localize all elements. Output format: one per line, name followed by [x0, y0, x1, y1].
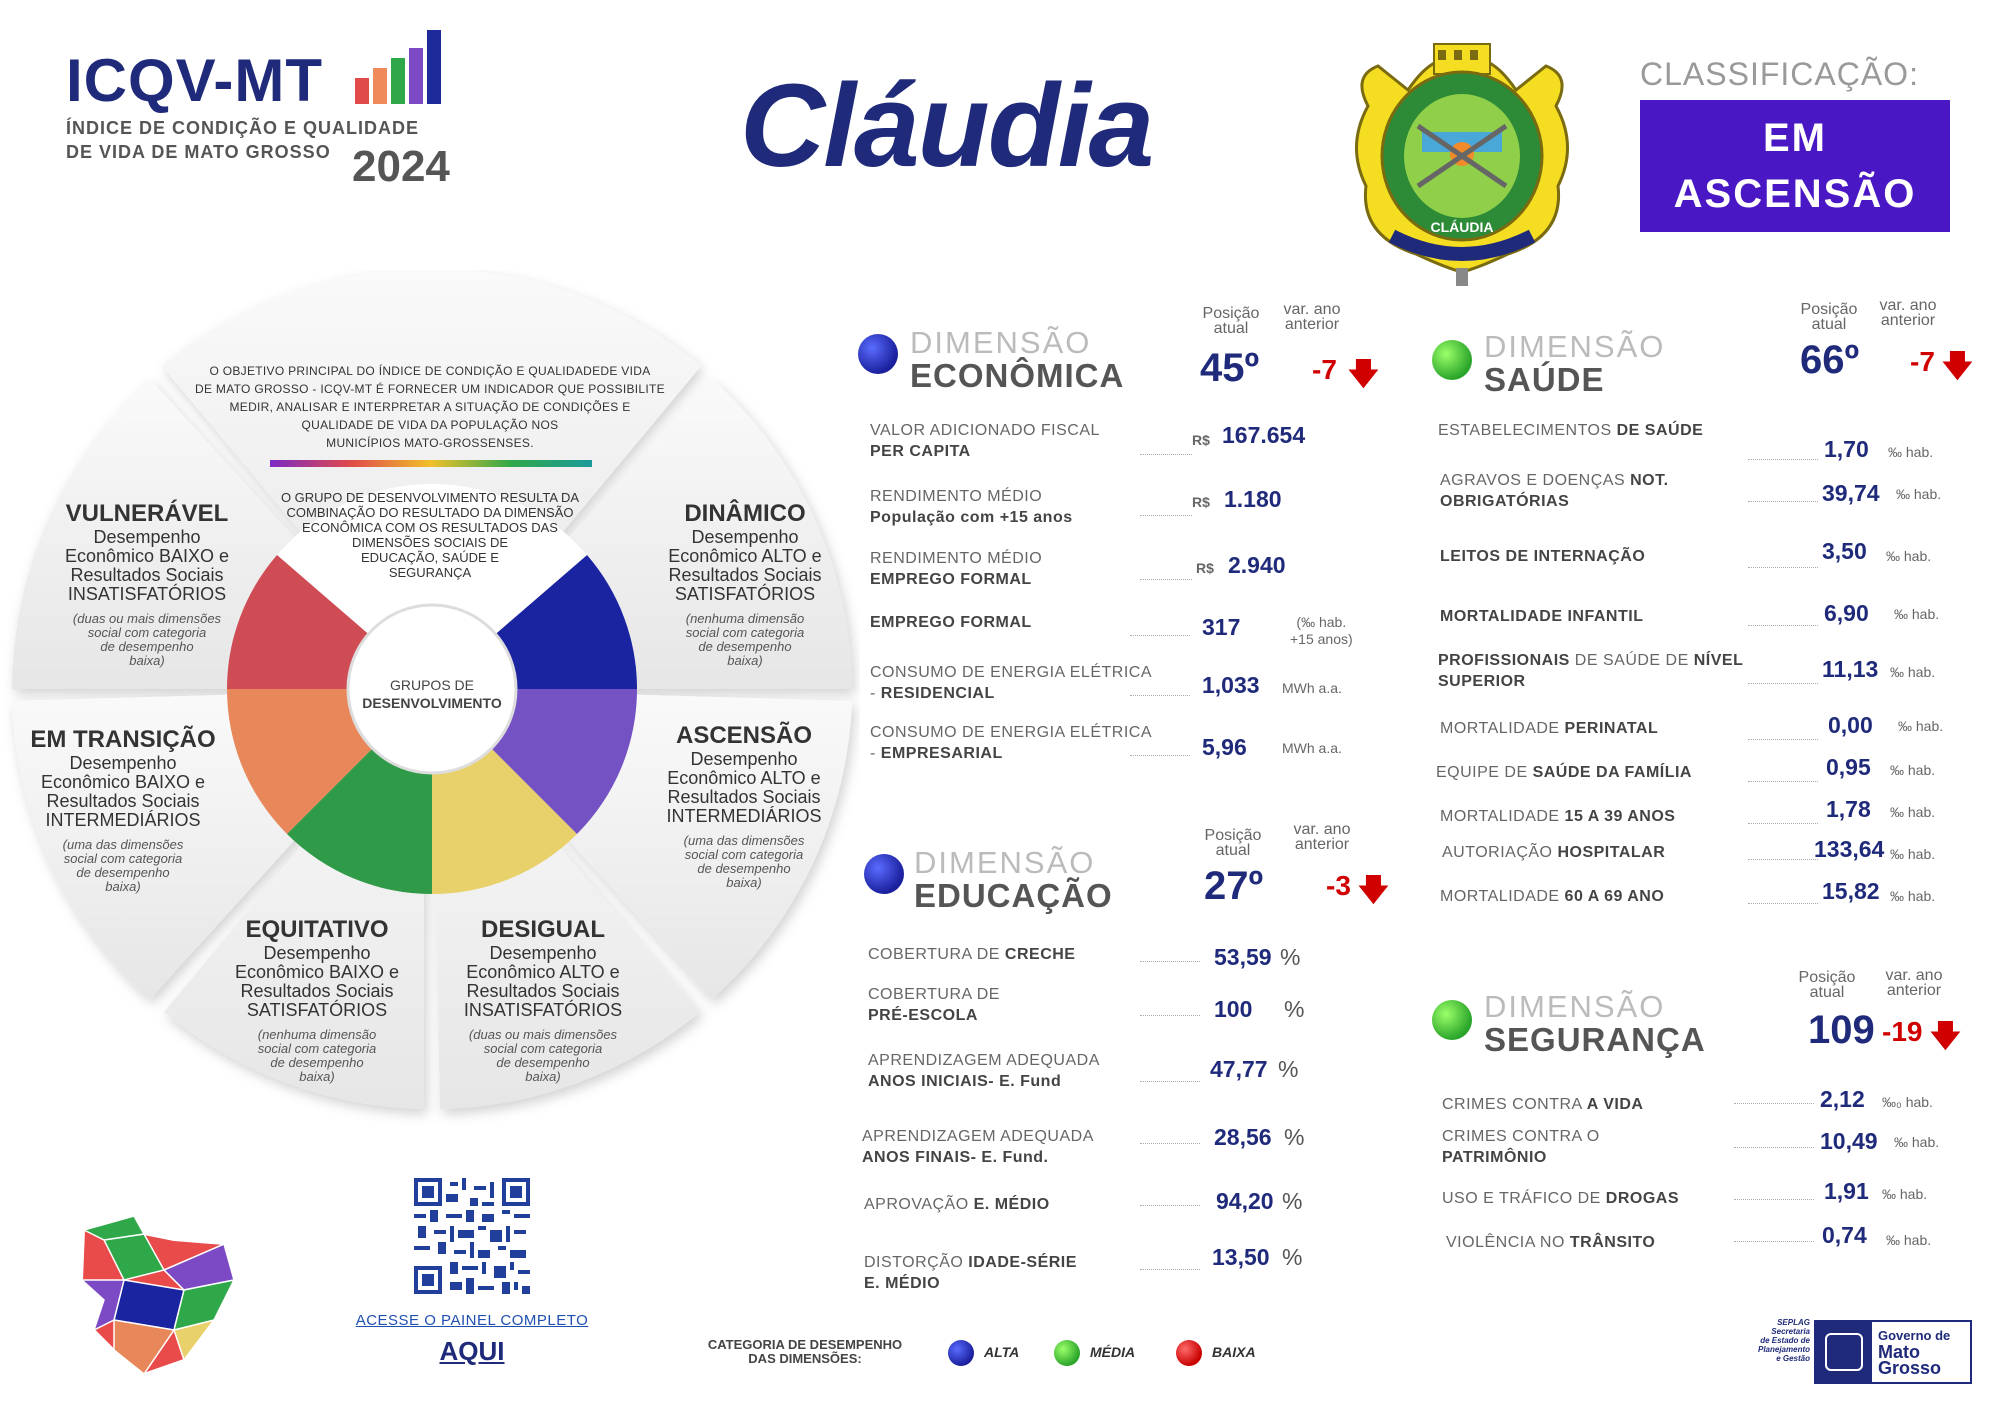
saude-indicator-9: AUTORIAÇÃO HOSPITALAR [1442, 844, 1666, 861]
seguranca-indicator-1: CRIMES CONTRA A VIDA [1442, 1096, 1644, 1113]
governo-mt-logo: Governo de Mato Grosso [1814, 1320, 1972, 1384]
educacao-value-3: 47,77 [1210, 1056, 1268, 1082]
bar-chart-logo-icon [355, 28, 460, 106]
economica-title: DIMENSÃO ECONÔMICA [910, 325, 1125, 394]
economica-value-4: 317 [1202, 614, 1241, 640]
economica-variation: -7 [1312, 354, 1337, 385]
seguranca-variation-header: var. ano anterior [1885, 967, 1943, 999]
objective-text: O OBJETIVO PRINCIPAL DO ÍNDICE DE CONDIÇÃO E QUALIDADEDE VIDA DE MATO GROSSO - ICQV-MT É FORNECER UM INDICADOR QUE POSSIBILITE MEDIR, ANALISAR E INTERPRETAR A SITUAÇÃO DE CONDIÇÕES E QUALIDADE DE VIDA DA POPULAÇÃO NOS MUNICÍPIOS MATO-GROSSENSES. [195, 364, 665, 450]
seguranca-indicator-2: CRIMES CONTRA O PATRIMÔNIO [1442, 1128, 1600, 1166]
seguranca-variation: -19 [1882, 1016, 1923, 1047]
down-arrow-icon: 🡇 [1930, 1020, 1961, 1053]
svg-text:CLÁUDIA: CLÁUDIA [1430, 219, 1494, 235]
educacao-variation: -3 [1326, 870, 1351, 901]
saude-indicator-1: ESTABELECIMENTOS DE SAÚDE [1438, 422, 1704, 439]
group-explanation: O GRUPO DE DESENVOLVIMENTO RESULTA DA COMBINAÇÃO DO RESULTADO DA DIMENSÃO ECONÔMICA COM OS RESULTADOS DAS DIMENSÕES SOCIAIS DE EDUCAÇÃO, SAÚDE E SEGURANÇA [280, 490, 580, 580]
logo-title: ICQV-MT [66, 47, 323, 114]
down-arrow-icon: 🡇 [1942, 350, 1973, 383]
saude-indicator-2: AGRAVOS E DOENÇAS NOT. OBRIGATÓRIAS [1440, 472, 1669, 510]
saude-value-8: 1,78 [1826, 796, 1871, 822]
economica-variation-header: var. ano anterior [1283, 301, 1341, 333]
mato-grosso-map-icon [74, 1210, 244, 1380]
seguranca-title: DIMENSÃO SEGURANÇA [1484, 989, 1706, 1058]
classification-badge: EM ASCENSÃO [1640, 100, 1950, 232]
economica-position-header: Posição atual [1202, 305, 1260, 337]
wheel-center-label: GRUPOS DE DESENVOLVIMENTO [362, 677, 502, 711]
economica-value-1: 167.654 [1222, 422, 1306, 448]
saude-category-dot [1432, 340, 1472, 380]
saude-indicator-8: MORTALIDADE 15 A 39 ANOS [1440, 808, 1676, 825]
educacao-value-5: 94,20 [1216, 1188, 1274, 1214]
economica-indicator-3: RENDIMENTO MÉDIO EMPREGO FORMAL [870, 550, 1043, 588]
city-name: Cláudia [740, 60, 1153, 192]
saude-value-4: 6,90 [1824, 600, 1869, 626]
educacao-indicator-3: APRENDIZAGEM ADEQUADA ANOS INICIAIS- E. Fund [868, 1052, 1100, 1090]
saude-value-5: 11,13 [1822, 656, 1879, 682]
legend-media-dot [1054, 1340, 1080, 1366]
seguranca-value-4: 0,74 [1822, 1222, 1867, 1248]
down-arrow-icon: 🡇 [1358, 874, 1389, 907]
seguranca-indicator-3: USO E TRÁFICO DE DROGAS [1442, 1190, 1680, 1207]
classification-label: CLASSIFICAÇÃO: [1640, 56, 1919, 92]
saude-indicator-3: LEITOS DE INTERNAÇÃO [1440, 548, 1646, 565]
educacao-value-4: 28,56 [1214, 1124, 1272, 1150]
economica-value-2: 1.180 [1224, 486, 1282, 512]
legend-alta-dot [948, 1340, 974, 1366]
segment-dinamico: DINÂMICO Desempenho Econômico ALTO e Resultados Sociais SATISFATÓRIOS (nenhuma dimensão social com categoria de desempenho baixa) [668, 500, 822, 668]
saude-value-7: 0,95 [1826, 754, 1871, 780]
saude-position-header: Posição atual [1800, 301, 1858, 333]
educacao-indicator-6: DISTORÇÃO IDADE-SÉRIE E. MÉDIO [864, 1254, 1077, 1292]
educacao-variation-header: var. ano anterior [1293, 821, 1351, 853]
saude-indicator-6: MORTALIDADE PERINATAL [1440, 720, 1659, 737]
saude-title: DIMENSÃO SAÚDE [1484, 329, 1666, 398]
educacao-position-header: Posição atual [1204, 827, 1262, 859]
qr-code-icon[interactable] [414, 1178, 530, 1294]
saude-value-10: 15,82 [1822, 878, 1880, 904]
economica-indicator-4: EMPREGO FORMAL [870, 614, 1032, 631]
legend-media: MÉDIA [1090, 1344, 1136, 1360]
educacao-title: DIMENSÃO EDUCAÇÃO [914, 845, 1113, 914]
economica-category-dot [858, 334, 898, 374]
seguranca-position-header: Posição atual [1798, 969, 1856, 1001]
saude-value-1: 1,70 [1824, 436, 1869, 462]
educacao-indicator-2: COBERTURA DE PRÉ-ESCOLA [868, 986, 1000, 1024]
seguranca-value-2: 10,49 [1820, 1128, 1878, 1154]
economica-value-5: 1,033 [1202, 672, 1260, 698]
educacao-indicator-5: APROVAÇÃO E. MÉDIO [864, 1196, 1050, 1213]
seguranca-position: 109 [1808, 1008, 1875, 1052]
economica-position: 45º [1200, 346, 1260, 390]
logo-subtitle: ÍNDICE DE CONDIÇÃO E QUALIDADE DE VIDA DE MATO GROSSO [66, 118, 420, 162]
legend-title: CATEGORIA DE DESEMPENHO DAS DIMENSÕES: [707, 1337, 903, 1366]
logo-year: 2024 [352, 142, 450, 191]
educacao-value-2: 100 [1214, 996, 1253, 1022]
economica-indicator-2: RENDIMENTO MÉDIO População com +15 anos [870, 488, 1073, 526]
segment-equitativo: EQUITATIVO Desempenho Econômico BAIXO e Resultados Sociais SATISFATÓRIOS (nenhuma dimensão social com categoria de desempenho baixa) [234, 916, 400, 1084]
educacao-indicator-4: APRENDIZAGEM ADEQUADA ANOS FINAIS- E. Fund. [862, 1128, 1094, 1166]
legend-baixa: BAIXA [1212, 1344, 1256, 1360]
municipal-crest-icon [1338, 36, 1586, 288]
saude-value-3: 3,50 [1822, 538, 1867, 564]
economica-indicator-6: CONSUMO DE ENERGIA ELÉTRICA - EMPRESARIAL [870, 724, 1152, 762]
legend-alta: ALTA [984, 1344, 1020, 1360]
economica-indicator-1: VALOR ADICIONADO FISCAL PER CAPITA [870, 422, 1100, 460]
educacao-value-1: 53,59 [1214, 944, 1272, 970]
economica-indicator-5: CONSUMO DE ENERGIA ELÉTRICA - RESIDENCIAL [870, 664, 1152, 702]
saude-value-2: 39,74 [1822, 480, 1880, 506]
educacao-category-dot [864, 854, 904, 894]
educacao-indicator-1: COBERTURA DE CRECHE [868, 946, 1076, 963]
economica-value-6: 5,96 [1202, 734, 1247, 760]
saude-value-6: 0,00 [1828, 712, 1873, 738]
segment-vulneravel: VULNERÁVEL Desempenho Econômico BAIXO e Resultados Sociais INSATISFATÓRIOS (duas ou mais dimensões social com categoria de desempenho baixa) [64, 500, 230, 668]
saude-indicator-5: PROFISSIONAIS DE SAÚDE DE NÍVEL SUPERIOR [1438, 652, 1744, 690]
segment-desigual: DESIGUAL Desempenho Econômico ALTO e Resultados Sociais INSATISFATÓRIOS (duas ou mais dimensões social com categoria de desempenho baixa) [463, 916, 623, 1084]
segment-ascensao: ASCENSÃO Desempenho Econômico ALTO e Resultados Sociais INTERMEDIÁRIOS (uma das dimensões social com categoria de desempenho baixa) [666, 722, 822, 890]
economica-value-3: 2.940 [1228, 552, 1286, 578]
panel-link[interactable]: ACESSE O PAINEL COMPLETO [355, 1312, 589, 1329]
saude-indicator-4: MORTALIDADE INFANTIL [1440, 608, 1644, 625]
seguranca-value-1: 2,12 [1820, 1086, 1865, 1112]
seguranca-value-3: 1,91 [1824, 1178, 1869, 1204]
legend-baixa-dot [1176, 1340, 1202, 1366]
saude-variation-header: var. ano anterior [1879, 297, 1937, 329]
segment-em-transicao: EM TRANSIÇÃO Desempenho Econômico BAIXO e Resultados Sociais INTERMEDIÁRIOS (uma das dimensões social com categoria de desempenho baixa) [30, 726, 216, 894]
governo-crest-icon [1816, 1322, 1872, 1382]
saude-indicator-7: EQUIPE DE SAÚDE DA FAMÍLIA [1436, 764, 1692, 781]
panel-here-link[interactable]: AQUI [439, 1336, 505, 1366]
saude-value-9: 133,64 [1814, 836, 1885, 862]
saude-indicator-10: MORTALIDADE 60 A 69 ANO [1440, 888, 1665, 905]
seplag-logo: SEPLAG Secretaria de Estado de Planejamento e Gestão [1757, 1318, 1810, 1363]
down-arrow-icon: 🡇 [1348, 358, 1379, 391]
seguranca-indicator-4: VIOLÊNCIA NO TRÂNSITO [1446, 1234, 1656, 1251]
educacao-position: 27º [1204, 864, 1264, 908]
rainbow-divider [270, 460, 592, 467]
saude-variation: -7 [1910, 346, 1935, 377]
educacao-value-6: 13,50 [1212, 1244, 1270, 1270]
saude-position: 66º [1800, 338, 1860, 382]
seguranca-category-dot [1432, 1000, 1472, 1040]
